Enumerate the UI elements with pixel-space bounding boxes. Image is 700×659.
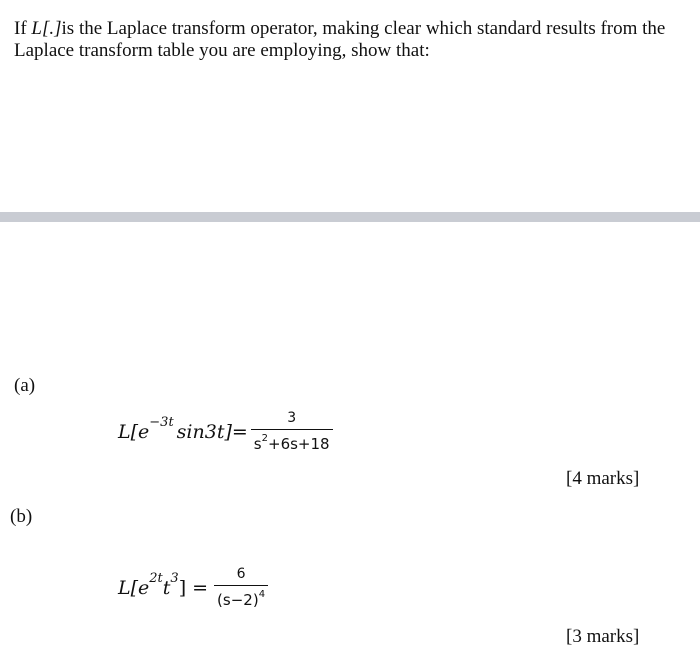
part-b-lhs-open: L[e <box>118 576 150 599</box>
part-b-lhs-exponent-2: 3 <box>170 571 179 586</box>
part-b-denominator <box>214 586 268 609</box>
part-a-lhs-exponent: −3t <box>149 415 174 430</box>
part-a-marks: [4 marks] <box>566 468 640 489</box>
part-b-label: (b) <box>10 506 33 527</box>
intro-operator: L[.] <box>31 18 62 39</box>
part-a-equals: = <box>231 420 248 443</box>
part-b-fraction <box>214 566 268 609</box>
part-b-equals: = <box>192 576 209 599</box>
part-a-denominator-base: s <box>253 435 262 453</box>
part-b-lhs-mid: t <box>162 576 171 599</box>
part-a-equation <box>118 410 333 453</box>
section-divider <box>0 212 700 222</box>
part-a-lhs-argument: sin3t] <box>176 420 232 443</box>
part-a-fraction <box>251 410 333 453</box>
part-b-lhs-exponent-1: 2t <box>149 571 163 586</box>
part-b-denominator-base: (s−2) <box>217 591 259 609</box>
part-b-marks: [3 marks] <box>566 626 640 647</box>
part-b-denominator-exponent: 4 <box>258 589 266 600</box>
part-a-denominator <box>251 430 333 453</box>
part-b-lhs-close: ] <box>178 576 187 599</box>
part-b-numerator: 6 <box>236 566 246 582</box>
part-a-denominator-rest: +6s+18 <box>268 435 330 453</box>
part-a-denominator-exponent: 2 <box>261 433 268 444</box>
part-b-equation <box>118 566 268 609</box>
intro-prefix: If <box>14 18 32 39</box>
intro-text: is the Laplace transform operator, making clear which standard results from the Laplace transform table you are employing, show that: <box>14 18 666 61</box>
question-intro <box>14 18 674 62</box>
part-a-label: (a) <box>14 375 36 396</box>
part-a-numerator: 3 <box>287 410 297 426</box>
part-a-lhs-open: L[e <box>118 420 150 443</box>
